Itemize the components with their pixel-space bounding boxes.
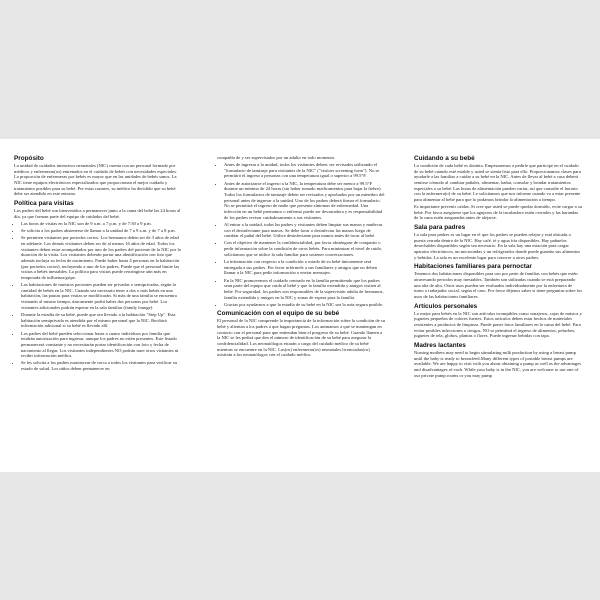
paragraph-sala-padres: La sala para padres es un lugar en el que los padres se pueden relajar y está ubicada a puerta cerrada dentro de la NIC. Hay café, té y agua fría disponibles. Hay pañuelos desechables disponibles según sea necesario. En la sala hay una estación para cargar aparatos electrónicos, un microondas y un refrigerador donde puede guardar sus alimentos y bebidas. La sala es un excelente lugar para conocer a otros padres. xyxy=(414,232,581,260)
list-item: • Antes de autorizarse el ingreso a la NIC, la temperatura debe ser menor a 99.5°F durante un mínimo de 24 horas (sin haber tomado medicamentos para bajar la fiebre). Todos los formularios de tamizaje deben ser revisados y aprobados por un miembro del personal antes de ingresar a la unidad. Uno de los padres deberá firmar el formulario. No se permitirá el ingreso de nadie que presente síntomas de enfermedad. Una infección en un bebé prematuro o enfermo puede ser devastadora y es responsabilidad de los padres revisar cuidadosamente a sus visitantes. xyxy=(224,181,385,221)
paragraph-articulos: Lo mejor para bebés en la NIC son artículos irrompibles como sonajeros, cajas de música y juguetes pequeños de colores fuertes. Estos artículos deben estar hechos de materiales resistentes a productos de limpieza. Puede poner fotos familiares en la cama del bebé. Para evitar posibles infecciones o riesgos, NO se permitirá el ingreso de alimentos, peluches, juguetes de tela, globos, plantas o flores. Puede ingresar bebidas con tapa. xyxy=(414,310,582,339)
paragraph-politica: Los padres del bebé son bienvenidos a permanecer junto a la cama del bebé las 24 horas al día, ya que forman parte del equipo de cuidados del bebé. xyxy=(14,207,181,219)
heading-sala-padres: Sala para padres xyxy=(414,224,466,232)
heading-cuidando: Cuidando a su bebé xyxy=(414,155,475,162)
list-item: • Los padres del bebé pueden seleccionar hasta a cuatro individuos por familia que tendrán autorización para ingresar, aunque los padres no estén presentes. Este listado permanecerá constante y no necesitarán portar identificación con foto y fecha de nacimiento al llegar. Los visitantes independientes NO podrán traer otros visitantes ni recibir información médica. xyxy=(21,331,182,359)
heading-politica-visitas: Política para visitas xyxy=(14,199,74,207)
paragraph-habitaciones: Tenemos dos habitaciones disponibles para uso por parte de familias con bebés que estén atravesando periodos muy inestables. También son utilizadas cuando se está preparando una alta de alto. Otros usos pueden ser evaluados individualmente por la enfermera de turno o trabajador social, según el caso. Por favor déjenos saber si tiene preguntas sobre los usos de las habitaciones familiares. xyxy=(414,271,583,299)
paragraph-caidas: Es importante prevenir caídas. Si cree que usted se puede quedar dormido, evite cargar a su bebé. Por favor asegúrese que los agujeros de la incubadora estén cerrados y las barandas de la cuna estén aseguradas antes de alejarse. xyxy=(414,204,582,221)
list-item: • Al entrar a la unidad, todas las padres y visitantes deben limpiar sus manos y muñecas con el desinfectante para manos. Se debe lavar o desinfectar las manos luego de cambiar el pañal del bebé. Utilice desinfectante para manos antes de tocar al bebé. xyxy=(224,222,385,239)
list-item: • Antes de ingresar a la unidad, todos los visitantes deben: ser revisados utilizando el "formulario de tamizaje para visitantes de la NIC" ("visitors screening form"). No se permitirá el ingreso a personas con una temperatura igual o superior a 99.5°F. xyxy=(224,162,385,179)
paragraph-cuidando: La condición de cada bebé es distinta. Empezaremos a pedirle que participe en el cuidado de su bebé cuando esté estable y usted se sienta listo para ello. Proporcionamos clases para ayudarle a las familias a cuidar a su bebé en la NIC. Antes de llevar al bebé a casa deberá sentirse cómodo al cambiar pañales, alimentar, bañar, consolar y brindar tratamientos especiales a su bebé. Las horas de alimentación pueden variar, así que consulte el horario con la enfermera(o) de su bebé. Le solicitamos que nos informe cuando va a estar presente para alimentar al bebé para que lo podamos brindar la alimentación a tiempo. xyxy=(414,163,581,202)
list-item: • Se solicita a los padres abstenerse de llamar a la unidad de 7 a 9 a.m. y de 7 a 8 p.m. xyxy=(21,228,182,234)
list-item: • Las habitaciones de nuestros pacientes pueden ser privadas o semiprivadas, según la cantidad de bebés en la NIC. Cuando sea necesario tener a dos o más bebés en una habitación, las pautas para visitas se modificarán. Si más de una familia se encuentra visitando al mismo tiempo, únicamente podrá haber dos personas por bebé. Los visitantes adicionales podrán esperar en la sala familiar (family lounge). xyxy=(21,282,182,310)
list-item: • Durante la estadía de su bebé, puede que sea llevado a la habitación "Step Up". Esta habitación semiprivada es atendida por el mismo personal que la NIC. Recibirá información adicional si su bebé es llevado allí. xyxy=(21,312,182,329)
heading-habitaciones: Habitaciones familiares para pernoctar xyxy=(414,263,532,271)
list-item: • Con el objetivo de mantener la confidencialidad, por favor absténgase de compartir o pedir información sobre la condición de otros bebés. Para minimizar el nivel de ruido, solicitamos que se utilice la sala familiar para sostener conversaciones. xyxy=(224,240,385,257)
list-item: • Se permiten visitantes por periodos cortos. Los hermanos deben ser de 3 años de edad en adelante. Los demás visitantes deben ser de al menos 16 años de edad. Todos los visitantes deben estar acompañados por uno de los padres del paciente de la NIC por la duración de la visita. Los visitantes deberán portar una identificación con foto que además incluya su fecha de nacimiento. Puede haber hasta 4 personas en la habitación (por periodos cortos), incluyendo a uno de los padres. Puede que el personal limite las visitas a bebés inestables. La política para visitas puede restringirse aún más en temporada de influenza/gripe. xyxy=(21,235,182,280)
list-item: • Se les solicita a los padres monitorear de cerca a todos los visitantes para verificar su estado de salud. Los niños deben permanecer en xyxy=(21,360,182,371)
heading-articulos: Artículos personales xyxy=(414,302,478,310)
list-item: • Gracias por ayudarnos a que la estadía de su bebé en la NIC sea lo más segura posible. xyxy=(224,302,385,308)
heading-madres-lactantes: Madres lactantes xyxy=(414,341,466,349)
paragraph-continuation: compañía de y ser supervisados por un adulto en todo momento. xyxy=(217,155,336,160)
paragraph-proposito: La unidad de cuidados intensivos neonatales (NIC) cuenta con un personal formado por médicos y enfermeras(os) entrenados en el cuidado de bebés con necesidades especiales. La proporción de enfermeras por bebés es mayor que en las unidades de bebés sanos. La NIC tiene equipos electrónicos especializados que proporcionan el mejor cuidado y tratamiento posibles para su bebé. Por estas razones, su médico ha decidido que su bebé debe ser atendido en este entorno. xyxy=(14,163,178,197)
document-page xyxy=(0,139,600,472)
visit-policy-list xyxy=(14,221,182,372)
list-item: • Las horas de visitas en la NIC son de 9 a.m. a 7 p.m. y de 7:30 a 9 p.m. xyxy=(21,221,182,227)
column-middle xyxy=(217,155,385,360)
paragraph-comunicacion: El personal de la NIC comprende la importancia de la información sobre la condición de su bebé y alientan a los padres a que hagan preguntas. Los animamos a que se mantengan en contacto con el personal para que entiendan bien el progreso de su bebé. Cuando llamen a la NIC se les pedirá que den el número de identificación de su bebé para asegurar la confidencialidad. Los neonatólogos estarán a cargo del cuidado médico de su bebé mientras se encuentre en la NIC. Las(os) enfermeras(os) neonatales licenciadas(os) asistirán a los neonatólogos con el cuidado médico. xyxy=(217,318,385,358)
visit-rules-list xyxy=(217,162,385,307)
list-item: • La información con respecto a la condición o estado de su bebé únicamente será entregada a sus padres. Por favor infórmele a sus familiares y amigos que no deben llamar a la NIC para pedir información o enviar mensajes. xyxy=(224,259,385,276)
column-right xyxy=(414,155,582,380)
column-left xyxy=(14,155,182,373)
heading-comunicacion: Comunicación con el equipo de su bebé xyxy=(217,310,340,318)
heading-proposito: Propósito xyxy=(14,155,44,162)
list-item: • En la NIC promovemos el cuidado centrado en la familia permitiendo que los padres sean parte del equipo que cuida al bebé y que la familia extendida y amigos visiten al bebé. Por seguridad, los padres son responsables de la supervisión adulta de hermanos, familia extendida y amigos en la NIC y zonas de espera para la familia. xyxy=(224,278,385,301)
paragraph-madres-lactantes: Nursing mothers may need to begin stimulating milk production by using a breast pump until the baby is ready to breastfeed.Many different types of portable breast pumps are available. We are happy to visit with you about obtaining a pump as well as the advantages and disadvantages of each. While your baby is in the NIC, you are welcome to use one of our private pump rooms or you may pump xyxy=(414,349,582,378)
